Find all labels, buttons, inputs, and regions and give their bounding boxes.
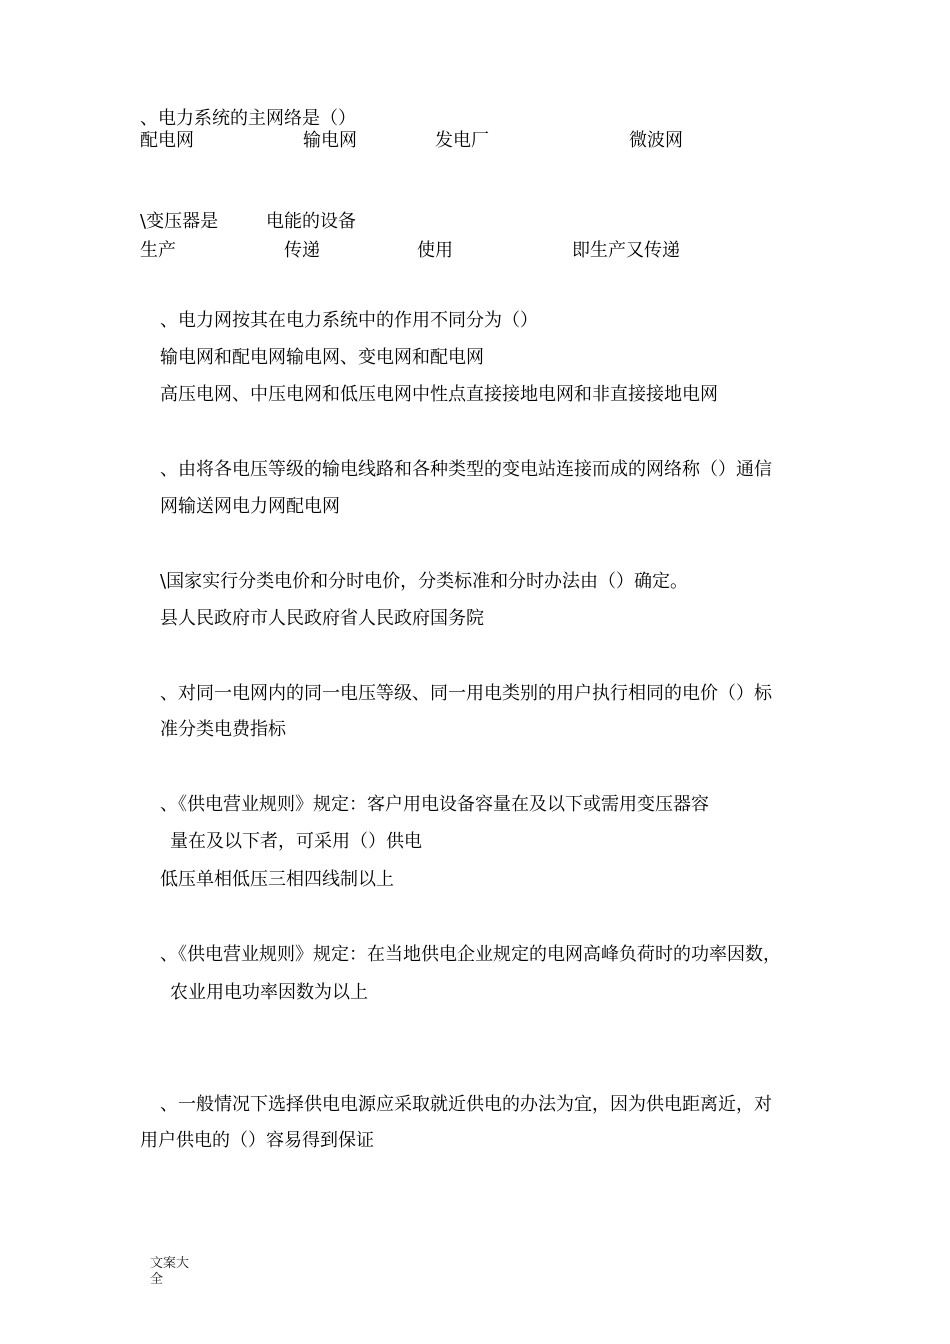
q3-stem: 、电力网按其在电力系统中的作用不同分为（）: [160, 310, 538, 331]
footer-line-1: 文案大: [150, 1256, 190, 1271]
page-footer: [150, 1256, 189, 1288]
q3-options-line-2: 高压电网、中压电网和低压电网中性点直接接地电网和非直接接地电网: [160, 384, 718, 405]
q4-options-line: 网输送网电力网配电网: [160, 496, 340, 517]
q2-option-2: 传递: [284, 240, 320, 261]
q2-option-4: 即生产又传递: [572, 240, 680, 261]
q7-stem: 、《供电营业规则》规定：客户用电设备容量在及以下或需用变压器容: [160, 794, 709, 815]
q3-options-line-1: 输电网和配电网输电网、变电网和配电网: [160, 347, 484, 368]
q7-options-line: 低压单相低压三相四线制以上: [160, 869, 394, 890]
q8-stem: 、《供电营业规则》规定：在当地供电企业规定的电网高峰负荷时的功率因数，: [160, 944, 781, 965]
q6-options-line: 准分类电费指标: [160, 719, 286, 740]
q9-stem-continued: 用户供电的（）容易得到保证: [140, 1130, 374, 1151]
q2-stem-start: \变压器是: [140, 211, 219, 232]
q7-stem-continued: 量在及以下者，可采用（）供电: [170, 831, 422, 852]
q1-option-3: 发电厂: [435, 130, 489, 151]
q4-stem: 、由将各电压等级的输电线路和各种类型的变电站连接而成的网络称（）通信: [160, 459, 772, 480]
q1-option-1: 配电网: [140, 130, 194, 151]
q5-options-line: 县人民政府市人民政府省人民政府国务院: [160, 608, 484, 629]
q2-stem-end: 电能的设备: [266, 211, 356, 232]
q9-stem: 、一般情况下选择供电电源应采取就近供电的办法为宜，因为供电距离近，对: [160, 1094, 772, 1115]
q2-option-1: 生产: [140, 240, 176, 261]
q1-option-2: 输电网: [303, 130, 357, 151]
q8-stem-continued: 农业用电功率因数为以上: [170, 982, 368, 1003]
q5-stem: \国家实行分类电价和分时电价，分类标准和分时办法由（）确定。: [160, 571, 689, 592]
footer-line-2: 全: [150, 1272, 164, 1287]
q1-option-4: 微波网: [629, 130, 683, 151]
q2-option-3: 使用: [417, 240, 453, 261]
q6-stem: 、对同一电网内的同一电压等级、同一用电类别的用户执行相同的电价（）标: [160, 683, 772, 704]
q1-stem: 、电力系统的主网络是（）: [140, 108, 356, 129]
